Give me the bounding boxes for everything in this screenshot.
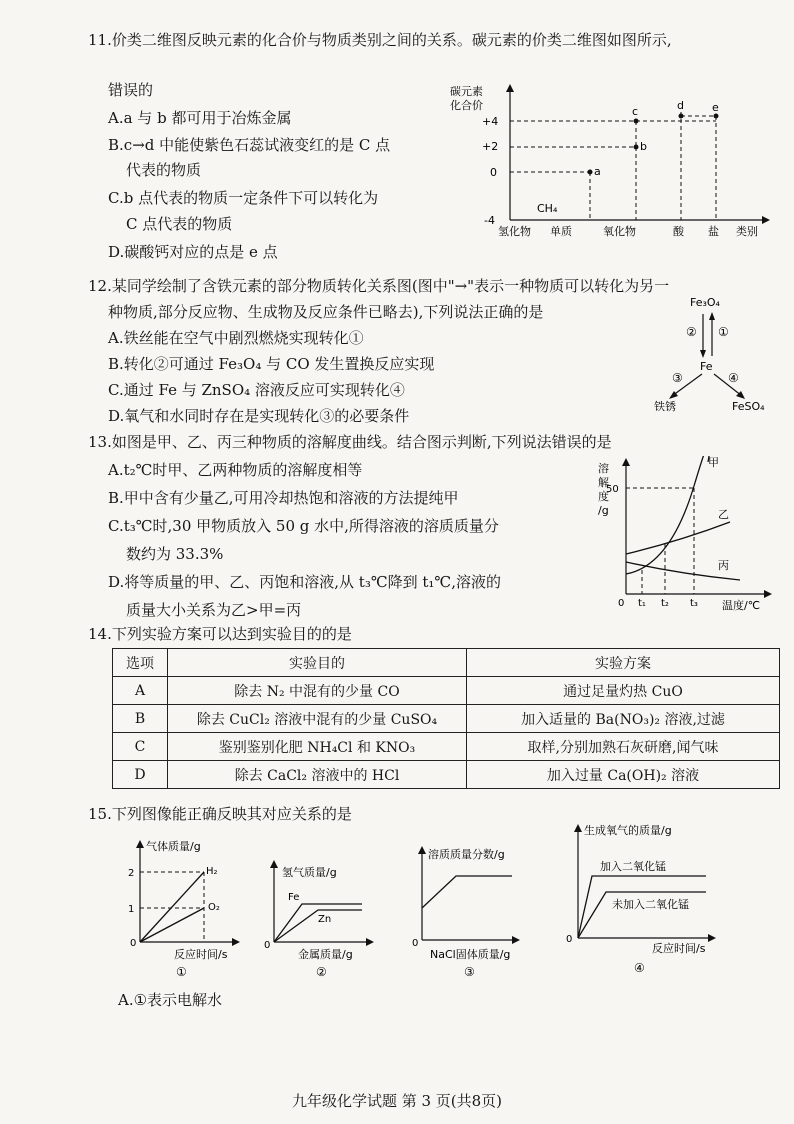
table-cell: 加入过量 Ca(OH)₂ 溶液 — [467, 761, 780, 789]
q12-iron-diagram — [640, 296, 780, 416]
q13-xtick: t₁ — [638, 598, 646, 609]
q12-stem: 12.某同学绘制了含铁元素的部分物质转化关系图(图中"→"表示一种物质可以转化为另一 — [88, 277, 670, 295]
q15-g2-xlabel: 金属质量/g — [298, 948, 353, 961]
q11-xcat: 单质 — [550, 225, 572, 238]
q12-option-c: C.通过 Fe 与 ZnSO₄ 溶液反应可实现转化④ — [108, 381, 405, 399]
q15-g4-ylabel: 生成氧气的质量/g — [584, 824, 672, 837]
q15-g1-line-o2 — [140, 908, 204, 942]
q13-option-d: D.将等质量的甲、乙、丙饱和溶液,从 t₃℃降到 t₁℃,溶液的 — [108, 573, 501, 591]
table-cell: 除去 CuCl₂ 溶液中混有的少量 CuSO₄ — [168, 705, 467, 733]
q15-g3-ylabel: 溶质质量分数/g — [428, 848, 505, 861]
q15-g4-number: ④ — [634, 961, 645, 975]
q11-option-d: D.碳酸钙对应的点是 e 点 — [108, 243, 278, 261]
q11-xcat: 酸 — [673, 225, 684, 238]
q11-point-b — [634, 145, 639, 150]
q15-g4-origin: 0 — [566, 934, 573, 945]
q13-xtick: t₃ — [690, 598, 698, 609]
q12-label-2: ② — [686, 325, 697, 339]
q15-g1-ytick: 2 — [128, 868, 135, 879]
q15-g2-ylabel: 氢气质量/g — [282, 866, 337, 879]
q15-g3-number: ③ — [464, 965, 475, 979]
q15-g4-xlabel: 反应时间/s — [652, 942, 706, 955]
table-cell: D — [113, 761, 168, 789]
q11-label-e: e — [712, 101, 719, 114]
q15-g1-ytick: 0 — [130, 938, 137, 949]
q13-ylabel: 度 — [598, 490, 609, 503]
table-row — [113, 677, 780, 705]
q11-xcat: 氢化物 — [498, 225, 531, 238]
q11-stem: 11.价类二维图反映元素的化合价与物质类别之间的关系。碳元素的价类二维图如图所示, — [88, 31, 672, 49]
q11-point-e — [714, 114, 719, 119]
q14-stem: 14.下列实验方案可以达到实验目的的是 — [88, 625, 352, 643]
q11-label-ch4: CH₄ — [537, 202, 558, 215]
q13-xlabel: 温度/℃ — [722, 599, 761, 612]
table-cell: C — [113, 733, 168, 761]
q12-label-3: ③ — [672, 371, 683, 385]
q11-option-b-cont: 代表的物质 — [126, 161, 202, 179]
q11-label-c: c — [632, 105, 639, 118]
q11-point-d — [679, 114, 684, 119]
q11-xcat: 氧化物 — [603, 225, 636, 238]
q15-g2-series: Zn — [318, 914, 332, 925]
q13-origin: 0 — [618, 598, 625, 609]
q11-xlabel: 类别 — [736, 225, 758, 238]
page-footer: 九年级化学试题 第 3 页(共8页) — [291, 1092, 503, 1110]
table-row — [113, 733, 780, 761]
q11-ytick: +2 — [482, 140, 499, 153]
q15-g1-number: ① — [176, 965, 187, 979]
q12-node-feso4: FeSO₄ — [732, 400, 765, 413]
q11-valence-chart — [440, 80, 780, 240]
q15-g1-ytick: 1 — [128, 904, 135, 915]
q11-label-a: a — [594, 165, 601, 178]
q12-node-fe: Fe — [700, 360, 713, 373]
q15-g2-origin: 0 — [264, 940, 271, 951]
table-cell: B — [113, 705, 168, 733]
q11-ytick: 0 — [490, 166, 497, 179]
table-header: 实验目的 — [168, 649, 467, 677]
q15-g1-ylabel: 气体质量/g — [146, 840, 201, 853]
q15-g2-series: Fe — [288, 892, 300, 903]
q15-g3-origin: 0 — [412, 938, 419, 949]
table-cell: 通过足量灼热 CuO — [467, 677, 780, 705]
q15-option-a: A.①表示电解水 — [118, 991, 223, 1009]
q11-point-c — [634, 119, 639, 124]
table-cell: 加入适量的 Ba(NO₃)₂ 溶液,过滤 — [467, 705, 780, 733]
table-cell: 取样,分别加熟石灰研磨,闻气味 — [467, 733, 780, 761]
q12-node-rust: 铁锈 — [654, 400, 676, 413]
q12-label-1: ① — [718, 325, 729, 339]
table-header: 实验方案 — [467, 649, 780, 677]
q15-g3-xlabel: NaCl固体质量/g — [430, 948, 511, 961]
q13-solubility-chart — [590, 456, 780, 616]
q15-graph-4 — [556, 818, 726, 984]
q15-graph-1 — [118, 834, 248, 984]
q13-ytick: 50 — [606, 484, 619, 495]
q11-xcat: 盐 — [708, 225, 719, 238]
q11-option-c: C.b 点代表的物质一定条件下可以转化为 — [108, 189, 379, 207]
q15-g1-xlabel: 反应时间/s — [174, 948, 228, 961]
q15-g1-line-h2 — [140, 872, 204, 942]
q15-g4-series: 未加入二氧化锰 — [612, 898, 689, 911]
q13-xtick: t₂ — [661, 598, 669, 609]
q13-option-b: B.甲中含有少量乙,可用冷却热饱和溶液的方法提纯甲 — [108, 489, 459, 507]
q12-stem-cont: 种物质,部分反应物、生成物及反应条件已略去),下列说法正确的是 — [108, 303, 544, 321]
table-row — [113, 761, 780, 789]
q12-node-fe3o4: Fe₃O₄ — [690, 296, 720, 309]
q11-label-b: b — [640, 140, 647, 153]
q15-graph-2 — [258, 856, 388, 984]
q14-table — [112, 648, 780, 789]
q13-ylabel: 解 — [598, 476, 609, 489]
table-row — [113, 705, 780, 733]
q12-option-a: A.铁丝能在空气中剧烈燃烧实现转化① — [108, 329, 364, 347]
q13-stem: 13.如图是甲、乙、丙三种物质的溶解度曲线。结合图示判断,下列说法错误的是 — [88, 433, 612, 451]
q11-option-a: A.a 与 b 都可用于冶炼金属 — [108, 109, 292, 127]
q15-g2-number: ② — [316, 965, 327, 979]
q11-ylabel-2: 化合价 — [450, 99, 483, 112]
q13-option-c: C.t₃℃时,30 甲物质放入 50 g 水中,所得溶液的溶质质量分 — [108, 517, 499, 535]
q15-g1-series: O₂ — [208, 902, 220, 913]
q13-option-c-cont: 数约为 33.3% — [126, 545, 224, 563]
q11-ytick: +4 — [482, 115, 499, 128]
q11-option-b: B.c→d 中能使紫色石蕊试液变红的是 C 点 — [108, 136, 391, 154]
q11-ylabel-1: 碳元素 — [450, 85, 483, 98]
q13-option-d-cont: 质量大小关系为乙>甲=丙 — [126, 601, 302, 619]
q11-ytick: -4 — [484, 214, 495, 227]
q13-option-a: A.t₂℃时甲、乙两种物质的溶解度相等 — [108, 461, 363, 479]
table-cell: 除去 N₂ 中混有的少量 CO — [168, 677, 467, 705]
q11-label-d: d — [677, 99, 684, 112]
q12-option-b: B.转化②可通过 Fe₃O₄ 与 CO 发生置换反应实现 — [108, 355, 435, 373]
table-header-row — [113, 649, 780, 677]
q13-series-label: 乙 — [718, 508, 729, 521]
table-header: 选项 — [113, 649, 168, 677]
table-cell: A — [113, 677, 168, 705]
q15-stem: 15.下列图像能正确反映其对应关系的是 — [88, 805, 352, 823]
q11-point-a — [588, 170, 593, 175]
table-cell: 除去 CaCl₂ 溶液中的 HCl — [168, 761, 467, 789]
q13-curve-jia — [626, 456, 711, 574]
q15-g4-series: 加入二氧化锰 — [600, 860, 666, 873]
q12-label-4: ④ — [728, 371, 739, 385]
q13-ylabel: 溶 — [598, 462, 609, 475]
q15-g3-line — [422, 876, 512, 908]
q13-series-label: 甲 — [708, 456, 719, 469]
q15-g1-series: H₂ — [206, 866, 218, 877]
q11-option-c-cont: C 点代表的物质 — [126, 215, 233, 233]
q11-stem-cont: 错误的 — [108, 81, 154, 99]
q15-graph-3 — [408, 840, 538, 984]
table-cell: 鉴别鉴别化肥 NH₄Cl 和 KNO₃ — [168, 733, 467, 761]
q12-option-d: D.氧气和水同时存在是实现转化③的必要条件 — [108, 407, 410, 425]
q13-ylabel: /g — [598, 504, 609, 517]
q13-series-label: 丙 — [718, 559, 729, 572]
